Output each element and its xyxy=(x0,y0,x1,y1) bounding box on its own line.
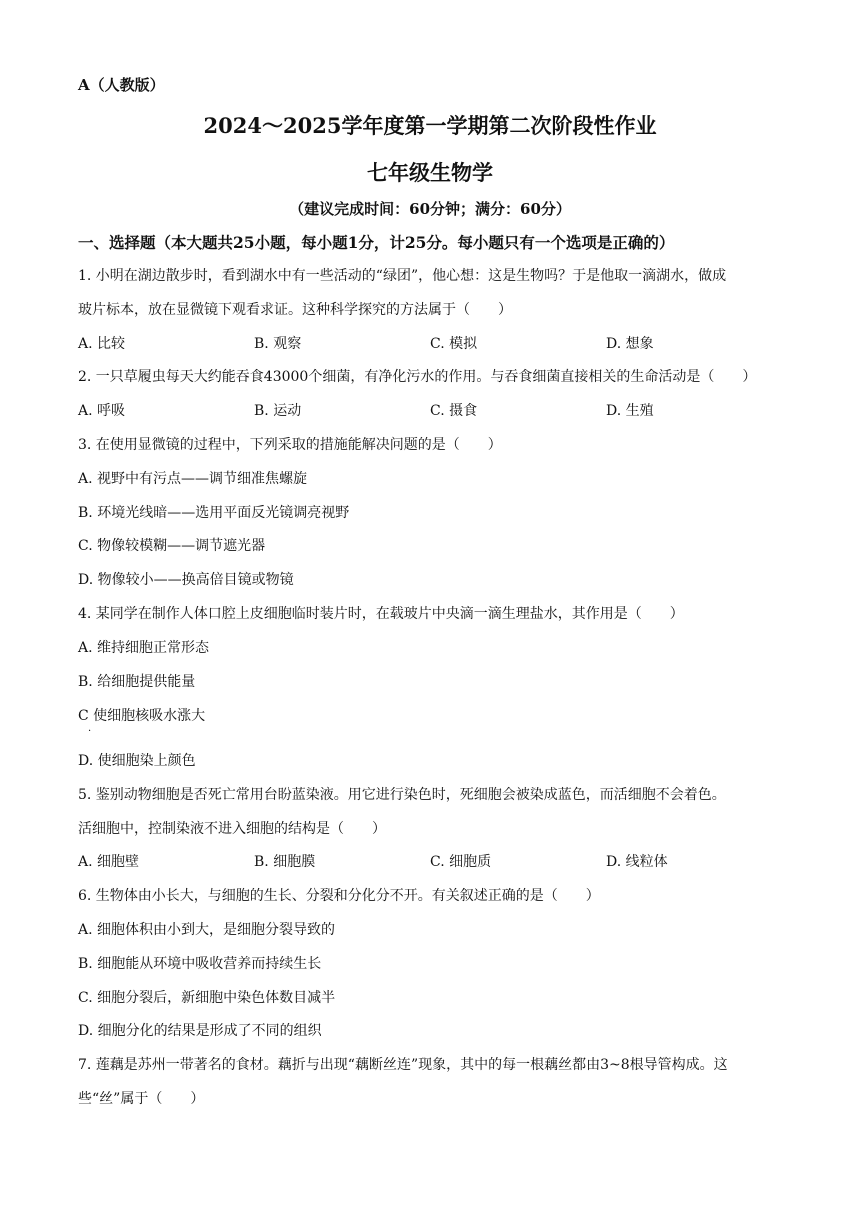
question-4-option-b: B. 给细胞提供能量 xyxy=(78,674,196,690)
question-3-option-d: D. 物像较小——换高倍目镜或物镜 xyxy=(78,572,294,588)
question-1-stem-line-2: 玻片标本，放在显微镜下观看求证。这种科学探究的方法属于（ ） xyxy=(78,302,512,318)
question-1-option-a: A. 比较 xyxy=(78,336,126,352)
section-heading: 一、选择题（本大题共25小题，每小题1分，计25分。每小题只有一个选项是正确的） xyxy=(78,233,675,252)
question-6-stem: 6. 生物体由小长大，与细胞的生长、分裂和分化分不开。有关叙述正确的是（ ） xyxy=(78,888,600,904)
time-score-note: （建议完成时间：60分钟；满分：60分） xyxy=(289,200,571,218)
question-4-option-a: A. 维持细胞正常形态 xyxy=(78,640,210,656)
question-2-option-b: B. 运动 xyxy=(254,403,302,419)
question-2-stem: 2. 一只草履虫每天大约能吞食43000个细菌，有净化污水的作用。与吞食细菌直接相关的生命活动是（ ） xyxy=(78,369,757,385)
question-5-stem-line-1: 5. 鉴别动物细胞是否死亡常用台盼蓝染液。用它进行染色时，死细胞会被染成蓝色，而活细胞不会着色。 xyxy=(78,787,726,803)
question-3-option-b: B. 环境光线暗——选用平面反光镜调亮视野 xyxy=(78,505,350,521)
question-5-options xyxy=(78,851,778,871)
question-2-options xyxy=(78,400,778,420)
question-6-option-c: C. 细胞分裂后，新细胞中染色体数目减半 xyxy=(78,990,336,1006)
question-1-option-d: D. 想象 xyxy=(606,336,654,352)
question-2-option-d: D. 生殖 xyxy=(606,403,654,419)
question-1-option-c: C. 模拟 xyxy=(430,336,478,352)
question-6-option-b: B. 细胞能从环境中吸收营养而持续生长 xyxy=(78,956,322,972)
question-1-options xyxy=(78,333,778,353)
question-6-option-d: D. 细胞分化的结果是形成了不同的组织 xyxy=(78,1023,322,1039)
question-2-option-a: A. 呼吸 xyxy=(78,403,126,419)
question-5-option-b: B. 细胞膜 xyxy=(254,854,316,870)
question-1-option-b: B. 观察 xyxy=(254,336,302,352)
stray-mark: · xyxy=(88,726,92,737)
subject-title: 七年级生物学 xyxy=(367,160,493,185)
question-2-option-c: C. 摄食 xyxy=(430,403,478,419)
question-3-option-c: C. 物像较模糊——调节遮光器 xyxy=(78,538,266,554)
question-1-stem-line-1: 1. 小明在湖边散步时，看到湖水中有一些活动的“绿团”，他心想：这是生物吗？于是他取一滴湖水，做成 xyxy=(78,268,727,284)
question-7-stem-line-2: 些“丝”属于（ ） xyxy=(78,1091,205,1107)
question-6-option-a: A. 细胞体积由小到大，是细胞分裂导致的 xyxy=(78,922,336,938)
exam-title: 2024～2025学年度第一学期第二次阶段性作业 xyxy=(203,113,657,138)
question-7-stem-line-1: 7. 莲藕是苏州一带著名的食材。藕折与出现“藕断丝连”现象，其中的每一根藕丝都由3~8根导管构成。这 xyxy=(78,1057,728,1073)
question-5-option-d: D. 线粒体 xyxy=(606,854,668,870)
question-5-option-c: C. 细胞质 xyxy=(430,854,492,870)
question-5-option-a: A. 细胞壁 xyxy=(78,854,140,870)
question-5-stem-line-2: 活细胞中，控制染液不进入细胞的结构是（ ） xyxy=(78,821,386,837)
question-3-option-a: A. 视野中有污点——调节细准焦螺旋 xyxy=(78,471,308,487)
edition-label: A（人教版） xyxy=(78,76,165,94)
question-3-stem: 3. 在使用显微镜的过程中，下列采取的措施能解决问题的是（ ） xyxy=(78,437,502,453)
question-4-option-c: C 使细胞核吸水涨大 xyxy=(78,708,206,724)
question-4-stem: 4. 某同学在制作人体口腔上皮细胞临时装片时，在载玻片中央滴一滴生理盐水，其作用是（ ） xyxy=(78,606,684,622)
question-4-option-d: D. 使细胞染上颜色 xyxy=(78,753,196,769)
